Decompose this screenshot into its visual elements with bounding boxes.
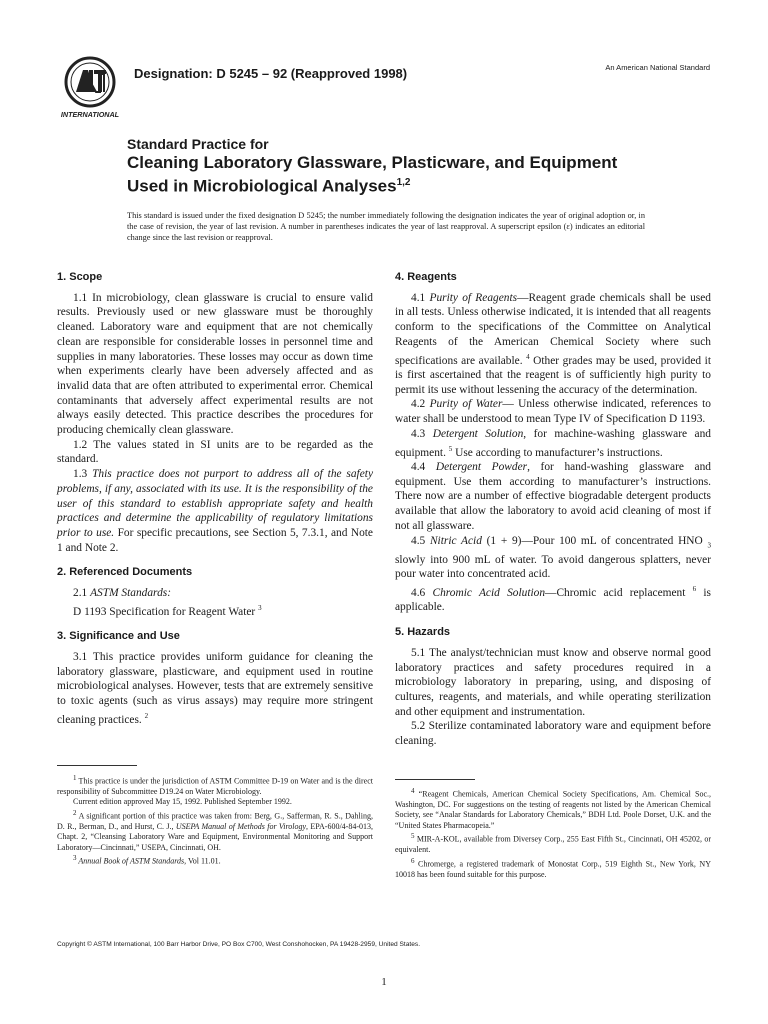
footnotes-left [57,773,373,867]
title-prefix: Standard Practice for [127,136,269,152]
para-5-2: 5.2 Sterilize contaminated laboratory ware and equipment before cleaning. [395,720,711,748]
right-column [395,270,711,749]
footnote-6: $^6$ Chromerge, a registered trademark of Monostat Corp., 519 Eighth St., New York, NY 10018 has been found suitable for this purpose. [395,856,711,879]
footnote-2: $^2$ A significant portion of this practice was taken from: Berg, G., Safferman, R. S., Dahling, D. R., Berman, D., and Hurst, C. J., USEPA Manual of Methods for Virology, EPA-600/4-84-013, Chapt. 2, “Cleansing Laboratory Ware and Equipment, Environmental Monitoring and Support Laboratory—Cincinnati,” USEPA, Cincinnati, OH. [57,808,373,852]
footnote-1-date: Current edition approved May 15, 1992. Published September 1992. [73,797,292,807]
para-1-1: 1.1 In microbiology, clean glassware is crucial to ensure valid results. Previously used or new glassware must be thoroughly cleaned. Laboratory ware and equipment that are not chemically clean are responsible for considerable losses in personnel time and supplies in many laboratories. These losses may occur as down time when experiments clearly have been adversely affected and as invalid data that are often attributed to experimental error. Chemical contaminants that adversely affect experimental results are not always easily detected. This practice describes the procedures for producing chemically clean glassware. [57,291,373,437]
footnotes-right [395,786,711,880]
section-heading-significance: 3. Significance and Use [57,630,180,643]
section-heading-hazards: 5. Hazards [395,626,451,639]
designation: Designation: D 5245 – 92 (Reapproved 1998) [134,66,408,81]
para-4-6: 4.6 Chromic Acid Solution—Chromic acid replacement $^6$ is applicable. [395,584,711,614]
american-national-standard: An American National Standard [605,63,710,72]
title-line-2: Used in Microbiological Analyses$^{1,2}$ [127,176,411,196]
para-1-2: 1.2 The values stated in SI units are to be regarded as the standard. [57,438,373,466]
section-heading-scope: 1. Scope [57,271,103,283]
footnote-3: $^3$ Annual Book of ASTM Standards, Vol 11.01. [73,854,221,866]
section-heading-reagents: 4. Reagents [395,271,457,283]
para-4-3: 4.3 Detergent Solution, for machine-washing glassware and equipment. $^5$ Use according to manufacturer’s instructions. [395,427,711,459]
copyright-notice: Copyright © ASTM International, 100 Barr Harbor Drive, PO Box C700, West Conshohocken, PA 19428-2959, United States. [57,941,421,948]
left-column [57,270,373,727]
footnote-5: $^5$ MIR-A-KOL, available from Diversey Corp., 255 East Fifth St., Cincinnati, OH 45202, or equivalent. [395,832,711,855]
footnote-4: $^4$ “Reagent Chemicals, American Chemical Society Specifications, Am. Chemical Soc., Washington, DC. For suggestions on the testing of reagents not listed by the American Chemical Society, see “Analar Standards for Laboratory Chemicals,” BDH Ltd. Poole Dorset, U.K. and the “United States Pharmacopeia.” [395,787,711,830]
astm-logo [56,52,124,120]
para-1-3: 1.3 This practice does not purport to address all of the safety problems, if any, associated with its use. It is the responsibility of the user of this standard to establish appropriate safety and health practices and determine the applicability of regulatory limitations prior to use. For specific precautions, see Section 5, 7.3.1, and Note 1 and Note 2. [57,468,373,554]
para-4-2: 4.2 Purity of Water— Unless otherwise indicated, references to water shall be understood to mean Type IV of Specification D 1193. [395,398,711,426]
footnote-rule-right [395,779,475,780]
footnote-1: $^1$ This practice is under the jurisdiction of ASTM Committee D-19 on Water and is the direct responsibility of Subcommittee D19.24 on Water Microbiology. [57,774,373,797]
title-line-1: Cleaning Laboratory Glassware, Plasticware, and Equipment [127,153,618,172]
para-4-4: 4.4 Detergent Powder, for hand-washing glassware and equipment. Use them according to manufacturer’s instructions. There now are a number of effective biogradable detergent products available that allow the laboratory to avoid acid cleaning of most if not all glassware. [395,461,712,532]
para-4-5: 4.5 Nitric Acid (1 + 9)—Pour 100 mL of concentrated HNO $_3$ slowly into 900 mL of water. To avoid dangerous splatters, never pour water into concentrated acid. [395,534,711,581]
referenced-standard-item: D 1193 Specification for Reagent Water $^3$ [73,603,262,618]
para-5-1: 5.1 The analyst/technician must know and observe normal good laboratory practices and safety procedures required in a microbiology laboratory in preparing, using, and disposing of cultures, reagents, and materials, and while operating sterilization and other equipment and instrumentation. [395,646,711,718]
section-heading-referenced-documents: 2. Referenced Documents [57,566,193,579]
document-title [127,153,687,197]
footnote-rule-left [57,765,137,766]
para-2-1: 2.1 ASTM Standards: [73,587,171,600]
svg-text:INTERNATIONAL: INTERNATIONAL [60,110,120,119]
para-3-1: 3.1 This practice provides uniform guidance for cleaning the laboratory glassware, plasticware, and equipment used in routine microbiological analyses. However, tests that are extremely sensitive to toxic agents (such as virus assays) may require more stringent cleaning practices. $^2$ [57,650,373,726]
para-4-1: 4.1 Purity of Reagents—Reagent grade chemicals shall be used in all tests. Unless otherwise indicated, it is intended that all reagents conform to the specifications of the Committee on Analytical Reagents of the American Chemical Society where such specifications are available. $^4$ Other grades may be used, provided it is first ascertained that the reagent is of sufficiently high purity to permit its use without lessening the accuracy of the determination. [395,291,711,396]
page-number: 1 [381,976,387,988]
standard-notice: This standard is issued under the fixed designation D 5245; the number immediately following the designation indicates the year of original adoption or, in the case of revision, the year of last revision. A number in parentheses indicates the year of last reapproval. A superscript epsilon (ε) indicates an editorial change since the last revision or reapproval. [127,211,645,243]
